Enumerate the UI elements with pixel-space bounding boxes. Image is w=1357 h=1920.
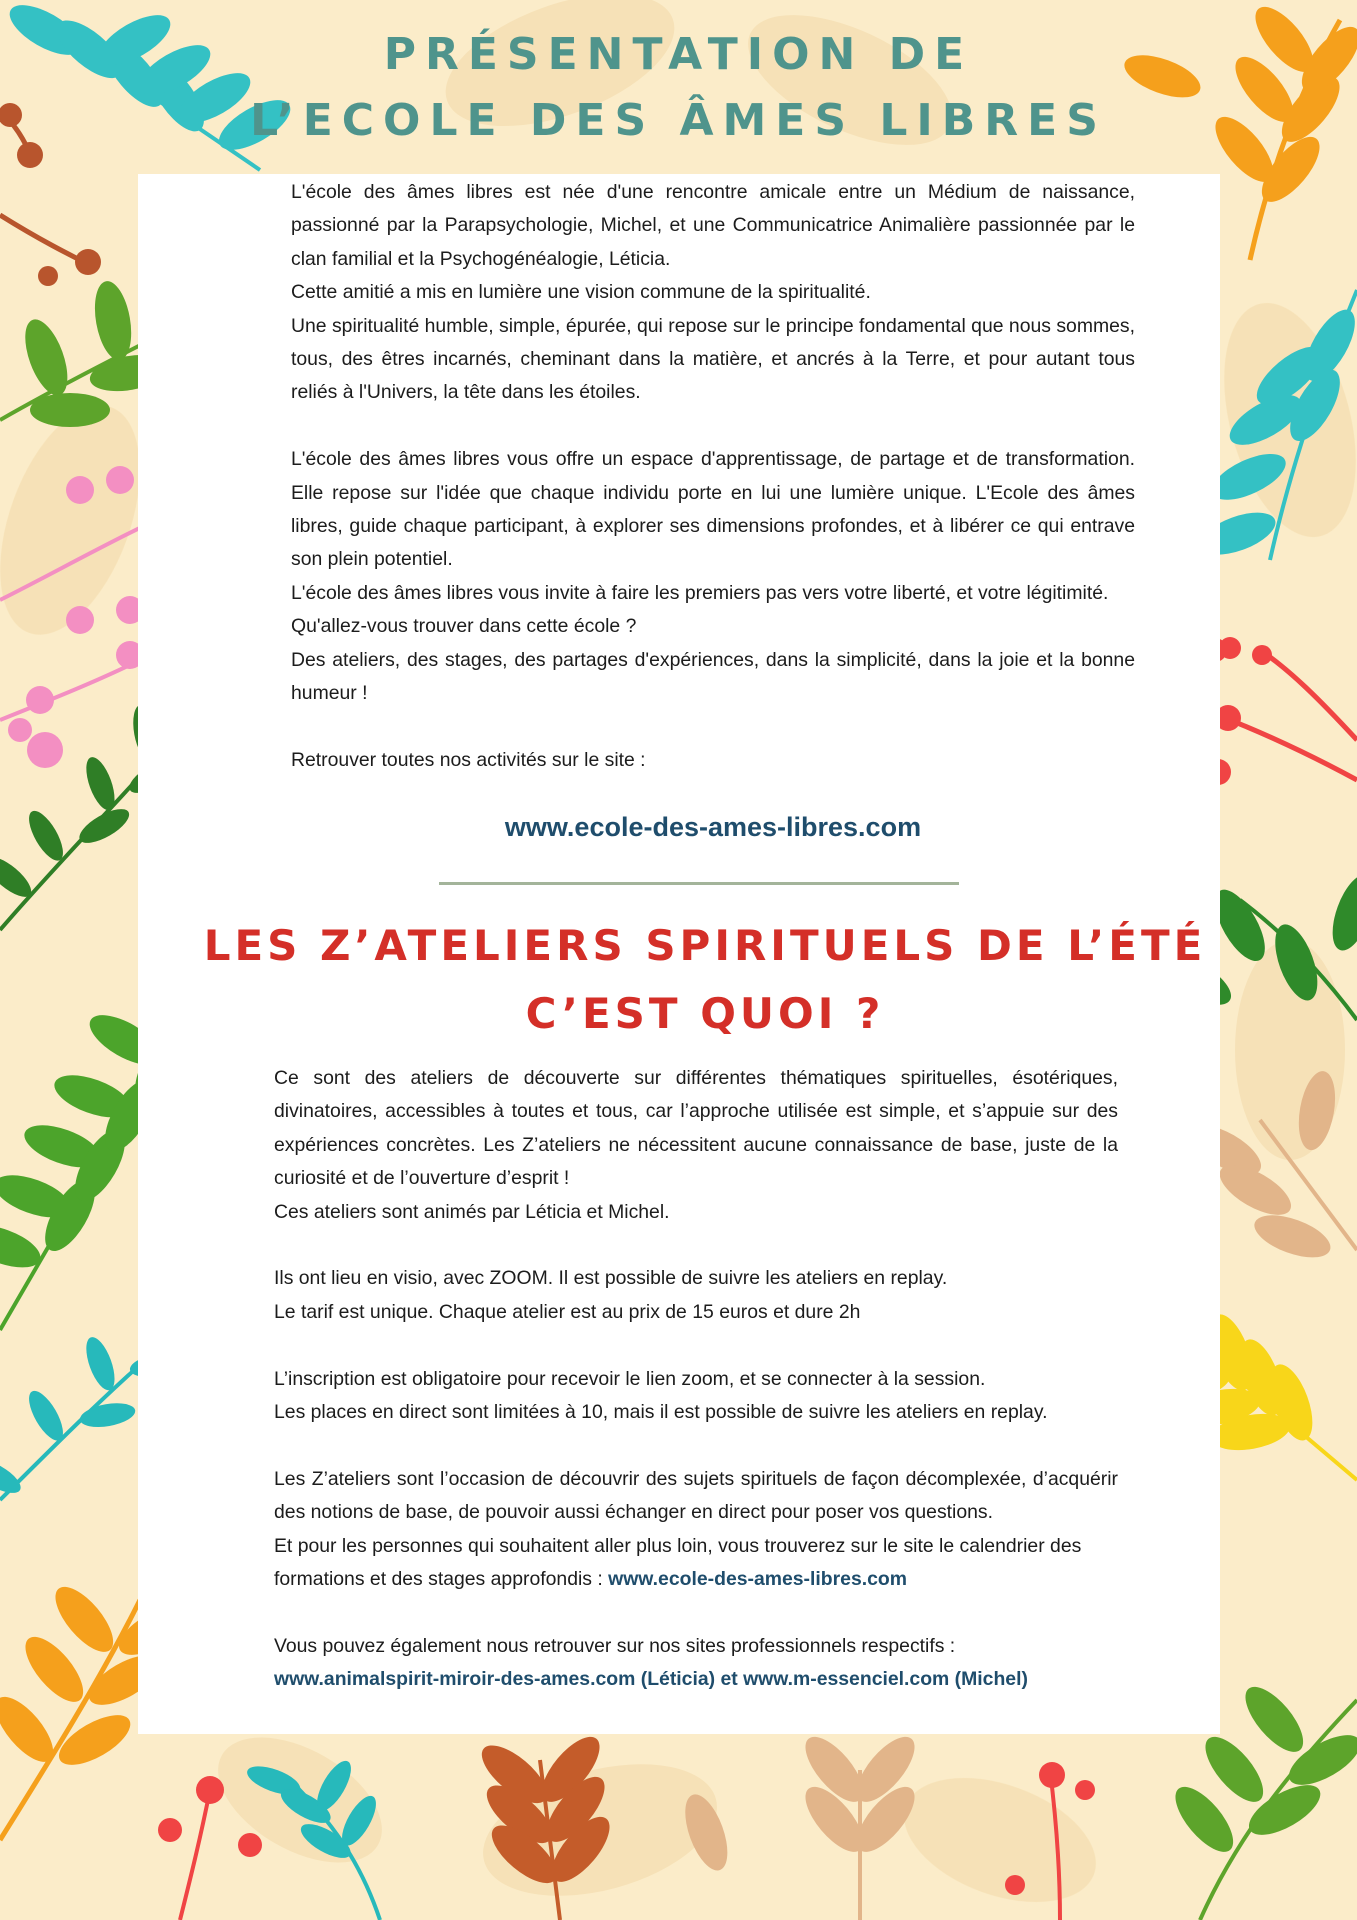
leticia-label: (Léticia) et	[635, 1668, 744, 1691]
page-title-line-1: PRÉSENTATION DE	[383, 29, 974, 80]
school-website-link[interactable]: www.ecole-des-ames-libres.com	[504, 812, 922, 842]
section-divider	[439, 882, 959, 885]
intro-paragraph: Qu'allez-vous trouver dans cette école ?	[291, 615, 637, 638]
intro-paragraph: L'école des âmes libres vous offre un espace d'apprentissage, de partage et de transformation. Elle repose sur l'idée que chaque individu porte en lui une lumière unique. L'Ecole des âmes libres, guide chaque participant, à explorer ses dimensions profondes, et à libérer ce qui entrave son plein potentiel.	[291, 448, 1135, 571]
calendar-text: Et pour les personnes qui souhaitent aller plus loin, vous trouverez sur le site le calendrier des formations et des stages approfondis :	[274, 1534, 1082, 1591]
ateliers-paragraph: Le tarif est unique. Chaque atelier est au prix de 15 euros et dure 2h	[274, 1300, 861, 1323]
ateliers-paragraph: L’inscription est obligatoire pour recevoir le lien zoom, et se connecter à la session.	[274, 1367, 986, 1390]
professional-sites-line	[274, 1663, 1118, 1696]
michel-label: (Michel)	[949, 1668, 1028, 1691]
ateliers-paragraph	[274, 1530, 1118, 1597]
section-heading-line-1: LES Z’ATELIERS SPIRITUELS DE L’ÉTÉ	[203, 921, 1207, 970]
ateliers-paragraph: Ils ont lieu en visio, avec ZOOM. Il est possible de suivre les ateliers en replay.	[274, 1267, 948, 1290]
ateliers-paragraph: Les Z’ateliers sont l’occasion de découvrir des sujets spirituels de façon décomplexée, d’acquérir des notions de base, de pouvoir aussi échanger en direct pour poser vos questions.	[274, 1467, 1118, 1524]
m-essenciel-link[interactable]: www.m-essenciel.com	[743, 1668, 950, 1691]
ateliers-paragraph: Les places en direct sont limitées à 10, mais il est possible de suivre les ateliers en replay.	[274, 1401, 1048, 1424]
red-berries-right	[1203, 637, 1357, 785]
intro-paragraph: Des ateliers, des stages, des partages d'expériences, dans la simplicité, dans la joie et la bonne humeur !	[291, 648, 1135, 705]
intro-paragraph: Une spiritualité humble, simple, épurée, qui repose sur le principe fondamental que nous sommes, tous, des êtres incarnés, cheminant dans la matière, et ancrés à la Terre, et pour autant tous reliés à l'Univers, la tête dans les étoiles.	[291, 314, 1135, 404]
intro-paragraph: Retrouver toutes nos activités sur le site :	[291, 748, 646, 771]
intro-paragraph: Cette amitié a mis en lumière une vision commune de la spiritualité.	[291, 281, 871, 304]
intro-paragraph: L'école des âmes libres est née d'une rencontre amicale entre un Médium de naissance, passionné par la Parapsychologie, Michel, et une Communicatrice Animalière passionnée par le clan familial et la Psychogénéalogie, Léticia.	[291, 181, 1135, 270]
tan-leaves-bottom	[677, 1728, 925, 1920]
section-heading-line-2: C’EST QUOI ?	[525, 989, 885, 1038]
ateliers-paragraph: Vous pouvez également nous retrouver sur nos sites professionnels respectifs :	[274, 1634, 956, 1657]
ateliers-paragraph: Ce sont des ateliers de découverte sur différentes thématiques spirituelles, ésotériques, divinatoires, accessibles à toutes et tous, car l’approche utilisée est simple, et s’appuie sur des expériences concrètes. Les Z’ateliers ne nécessitent aucune connaissance de base, juste de la curiosité et de l’ouverture d’esprit !	[274, 1067, 1118, 1190]
intro-paragraph: L'école des âmes libres vous invite à faire les premiers pas vers votre liberté, et votre légitimité.	[291, 581, 1109, 604]
ateliers-paragraph: Ces ateliers sont animés par Léticia et Michel.	[274, 1200, 670, 1223]
animalspirit-link[interactable]: www.animalspirit-miroir-des-ames.com	[274, 1668, 636, 1691]
ateliers-text	[274, 1062, 1118, 1697]
intro-text	[291, 176, 1135, 777]
page-title-line-2: L’ECOLE DES ÂMES LIBRES	[250, 95, 1107, 146]
school-website-link-2[interactable]: www.ecole-des-ames-libres.com	[608, 1568, 908, 1591]
